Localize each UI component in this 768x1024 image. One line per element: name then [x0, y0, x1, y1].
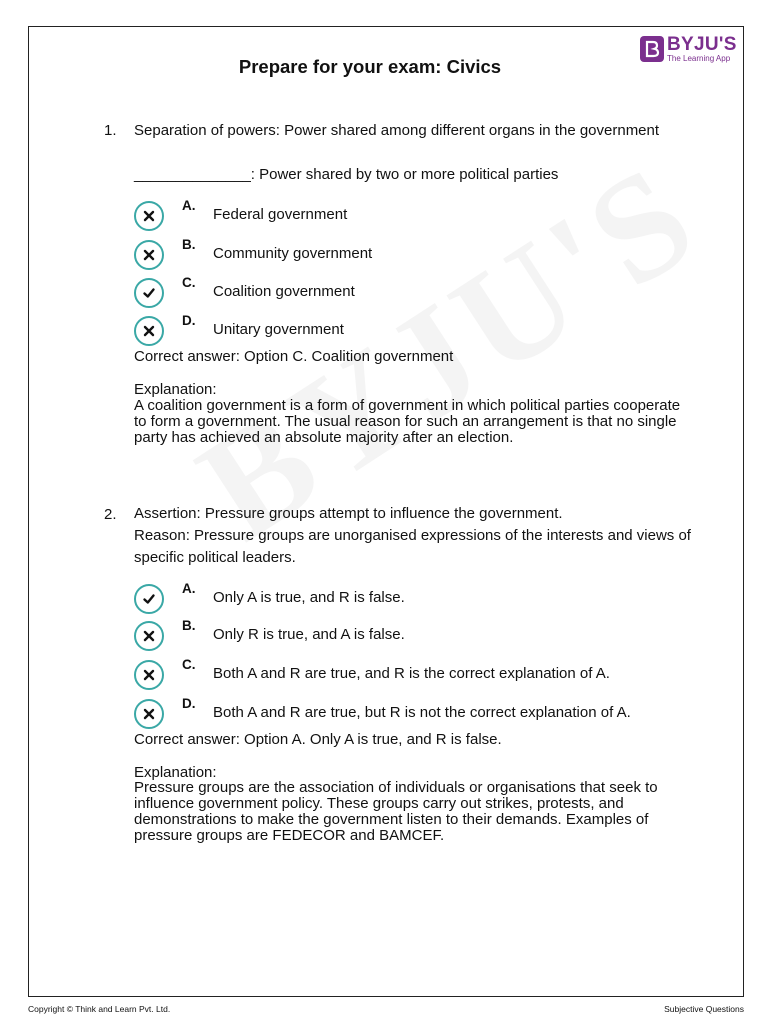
option-text: Both A and R are true, and R is the correct explanation of A.: [213, 665, 610, 682]
option-text: Federal government: [213, 206, 348, 223]
question-1-correct-answer: Correct answer: Option C. Coalition government: [134, 348, 454, 365]
option-letter: A.: [182, 581, 196, 596]
option-letter: D.: [182, 313, 196, 328]
question-1-explanation-label: Explanation:: [134, 381, 217, 398]
question-1-explanation: A coalition government is a form of government in which political parties cooperate to form a government. The usual reason for such an arrangement is that no single party has achieved an absolute majority after an election.: [134, 397, 681, 446]
option-text: Coalition government: [213, 283, 355, 300]
question-2-line-2: Reason: Pressure groups are unorganised expressions of the interests and views of specific political leaders.: [134, 527, 691, 566]
option-letter: B.: [182, 237, 196, 252]
footer-copyright: Copyright © Think and Learn Pvt. Ltd.: [28, 1004, 171, 1014]
question-2-correct-answer: Correct answer: Option A. Only A is true, and R is false.: [134, 731, 502, 748]
question-1-line-1: Separation of powers: Power shared among different organs in the government: [134, 122, 660, 139]
footer-section: Subjective Questions: [664, 1004, 744, 1014]
option-letter: B.: [182, 618, 196, 633]
page-title: Prepare for your exam: Civics: [238, 56, 502, 77]
option-text: Only R is true, and A is false.: [213, 626, 405, 643]
option-text: Unitary government: [213, 321, 344, 338]
logo-name: BYJU'S: [667, 34, 737, 55]
cross-icon: [134, 201, 164, 231]
question-2-explanation: Pressure groups are the association of individuals or organisations that seek to influence government policy. These groups carry out strikes, protests, and demonstrations to make the government listen to their demands. Examples of pressure groups are FEDECOR and BAMCEF.: [134, 779, 658, 844]
question-2-explanation-label: Explanation:: [134, 764, 217, 781]
logo-tagline: The Learning App: [667, 54, 731, 63]
option-text: Community government: [213, 245, 373, 262]
cross-icon: [134, 316, 164, 346]
option-text: Both A and R are true, but R is not the correct explanation of A.: [213, 704, 631, 721]
option-letter: C.: [182, 275, 196, 290]
cross-icon: [134, 621, 164, 651]
question-1-line-2: ______________: Power shared by two or more political parties: [134, 166, 559, 183]
cross-icon: [134, 660, 164, 690]
option-letter: C.: [182, 657, 196, 672]
cross-icon: [134, 240, 164, 270]
cross-icon: [134, 699, 164, 729]
question-2-number: 2.: [104, 506, 117, 523]
check-icon: [134, 584, 164, 614]
option-letter: D.: [182, 696, 196, 711]
check-icon: [134, 278, 164, 308]
option-text: Only A is true, and R is false.: [213, 589, 405, 606]
question-1-number: 1.: [104, 122, 117, 139]
option-letter: A.: [182, 198, 196, 213]
question-2-line-1: Assertion: Pressure groups attempt to influence the government.: [134, 505, 563, 522]
